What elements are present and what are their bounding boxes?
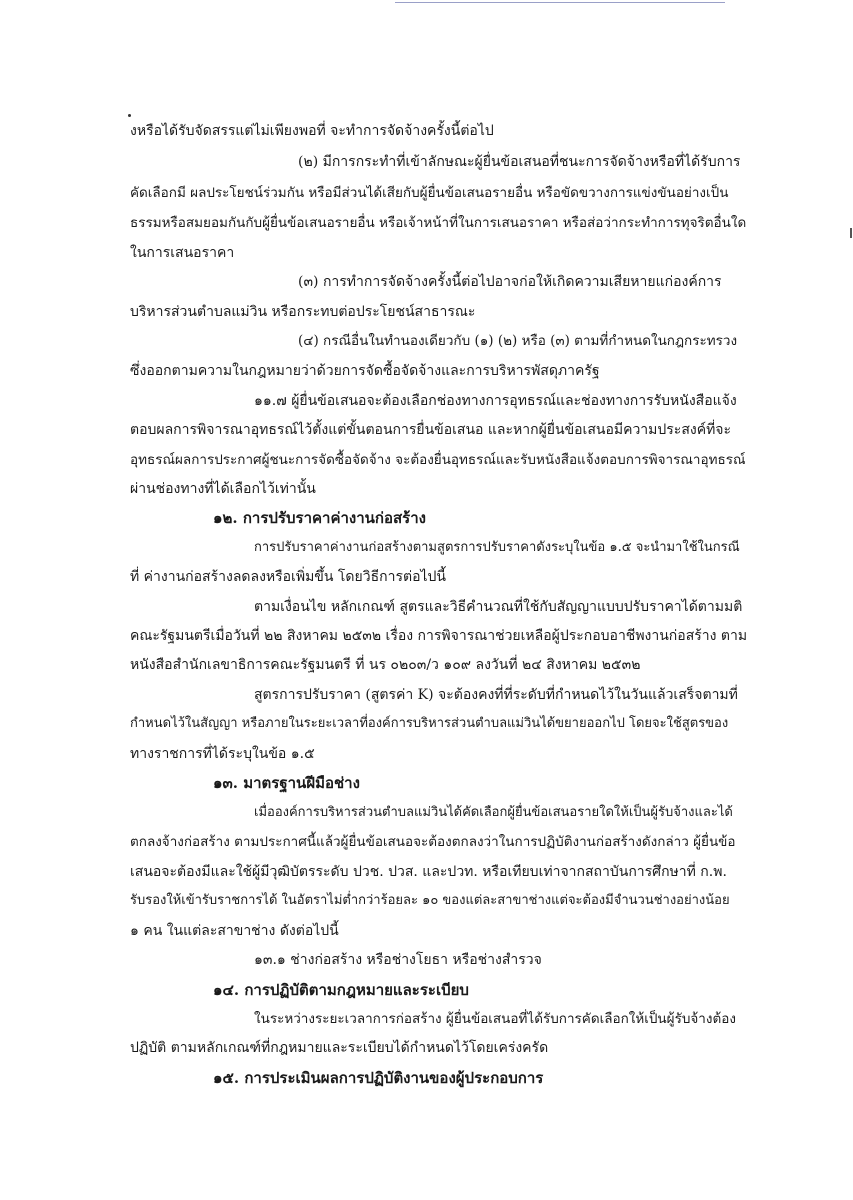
text-line: บริหารส่วนตำบลแม่วิน หรือกระทบต่อประโยชน์สาธารณะ [130, 304, 476, 320]
text-line: คัดเลือกมี ผลประโยชน์ร่วมกัน หรือมีส่วนได้เสียกับผู้ยื่นข้อเสนอรายอื่น หรือขัดขวางการแข่งขันอย่างเป็น [130, 185, 729, 201]
text-line: สูตรการปรับราคา (สูตรค่า K) จะต้องคงที่ที่ระดับที่กำหนดไว้ในวันแล้วเสร็จตามที่ [254, 687, 738, 703]
text-line: (๔) กรณีอื่นในทำนองเดียวกับ (๑) (๒) หรือ (๓) ตามที่กำหนดในกฎกระทรวง [298, 333, 738, 349]
text-line: คณะรัฐมนตรีเมื่อวันที่ ๒๒ สิงหาคม ๒๕๓๒ เรื่อง การพิจารณาช่วยเหลือผู้ประกอบอาชีพงานก่อสร้าง ตาม [130, 628, 748, 644]
text-line: (๒) มีการกระทำที่เข้าลักษณะผู้ยื่นข้อเสนอที่ชนะการจัดจ้างหรือที่ได้รับการ [298, 154, 741, 170]
text-line: เมื่อองค์การบริหารส่วนตำบลแม่วินได้คัดเลือกผู้ยื่นข้อเสนอรายใดให้เป็นผู้รับจ้างและได้ [254, 805, 733, 820]
text-line: กำหนดไว้ในสัญญา หรือภายในระยะเวลาที่องค์การบริหารส่วนตำบลแม่วินได้ขยายออกไป โดยจะใช้สูตรของ [130, 716, 729, 731]
text-line: ที่ ค่างานก่อสร้างลดลงหรือเพิ่มขึ้น โดยวิธีการต่อไปนี้ [130, 569, 446, 585]
text-line: ๑๑.๗ ผู้ยื่นข้อเสนอจะต้องเลือกช่องทางการอุทธรณ์และช่องทางการรับหนังสือแจ้ง [254, 393, 737, 409]
text-line: การปรับราคาค่างานก่อสร้างตามสูตรการปรับราคาดังระบุในข้อ ๑.๕ จะนำมาใช้ในกรณี [254, 540, 740, 555]
text-line: ปฏิบัติ ตามหลักเกณฑ์ที่กฎหมายและระเบียบได้กำหนดไว้โดยเคร่งครัด [130, 1040, 549, 1056]
text-line: ทางราชการที่ได้ระบุในข้อ ๑.๕ [130, 746, 315, 762]
text-line: ๑๓.๑ ช่างก่อสร้าง หรือช่างโยธา หรือช่างสำรวจ [254, 952, 542, 968]
text-line: ตกลงจ้างก่อสร้าง ตามประกาศนี้แล้วผู้ยื่นข้อเสนอจะต้องตกลงว่าในการปฏิบัติงานก่อสร้างดังกล่าว ผู้ยื่นข้อ [130, 834, 736, 850]
text-line: ซึ่งออกตามความในกฎหมายว่าด้วยการจัดซื้อจัดจ้างและการบริหารพัสดุภาครัฐ [130, 363, 600, 379]
scan-top-rule [395, 2, 725, 3]
text-line: (๓) การทำการจัดจ้างครั้งนี้ต่อไปอาจก่อให้เกิดความเสียหายแก่องค์การ [298, 274, 722, 290]
text-line: ในระหว่างระยะเวลาการก่อสร้าง ผู้ยื่นข้อเสนอที่ได้รับการคัดเลือกให้เป็นผู้รับจ้างต้อง [254, 1011, 736, 1027]
text-line: ตอบผลการพิจารณาอุทธรณ์ไว้ตั้งแต่ขั้นตอนการยื่นข้อเสนอ และหากผู้ยื่นข้อเสนอมีความประสงค์ที่จะ [130, 422, 732, 438]
text-line: ตามเงื่อนไข หลักเกณฑ์ สูตรและวิธีคำนวณที่ใช้กับสัญญาแบบปรับราคาได้ตามมติ [254, 599, 743, 615]
text-line: งหรือได้รับจัดสรรแต่ไม่เพียงพอที่ จะทำการจัดจ้างครั้งนี้ต่อไป [130, 123, 494, 139]
text-line: ในการเสนอราคา [130, 245, 235, 261]
text-line: ๑ คน ในแต่ละสาขาช่าง ดังต่อไปนี้ [130, 923, 339, 939]
section-heading: ๑๔. การปฏิบัติตามกฎหมายและระเบียบ [213, 981, 469, 999]
section-heading: ๑๓. มาตรฐานฝีมือช่าง [213, 774, 360, 792]
text-line: หนังสือสำนักเลขาธิการคณะรัฐมนตรี ที่ นร ๐๒๐๓/ว ๑๐๙ ลงวันที่ ๒๔ สิงหาคม ๒๕๓๒ [130, 657, 641, 673]
text-line: รับรองให้เข้ารับราชการได้ ในอัตราไม่ต่ำกว่าร้อยละ ๑๐ ของแต่ละสาขาช่างแต่จะต้องมีจำนวนช่างอย่างน้อย [130, 893, 730, 908]
scan-edge-mark [850, 228, 852, 238]
text-line: ธรรมหรือสมยอมกันกับผู้ยื่นข้อเสนอรายอื่น หรือเจ้าหน้าที่ในการเสนอราคา หรือส่อว่ากระทำการทุจริตอื่นใด [130, 215, 747, 231]
text-line: ผ่านช่องทางที่ได้เลือกไว้เท่านั้น [130, 481, 316, 497]
section-heading: ๑๒. การปรับราคาค่างานก่อสร้าง [213, 509, 426, 527]
text-line: อุทธรณ์ผลการประกาศผู้ชนะการจัดซื้อจัดจ้าง จะต้องยื่นอุทธรณ์และรับหนังสือแจ้งตอบการพิจารณาอุทธรณ์ [130, 452, 746, 468]
section-heading: ๑๕. การประเมินผลการปฏิบัติงานของผู้ประกอบการ [213, 1069, 544, 1087]
text-line: เสนอจะต้องมีและใช้ผู้มีวุฒิบัตรระดับ ปวช. ปวส. และปวท. หรือเทียบเท่าจากสถาบันการศึกษาที่ ก.พ. [130, 864, 727, 880]
ink-mark [128, 114, 131, 117]
